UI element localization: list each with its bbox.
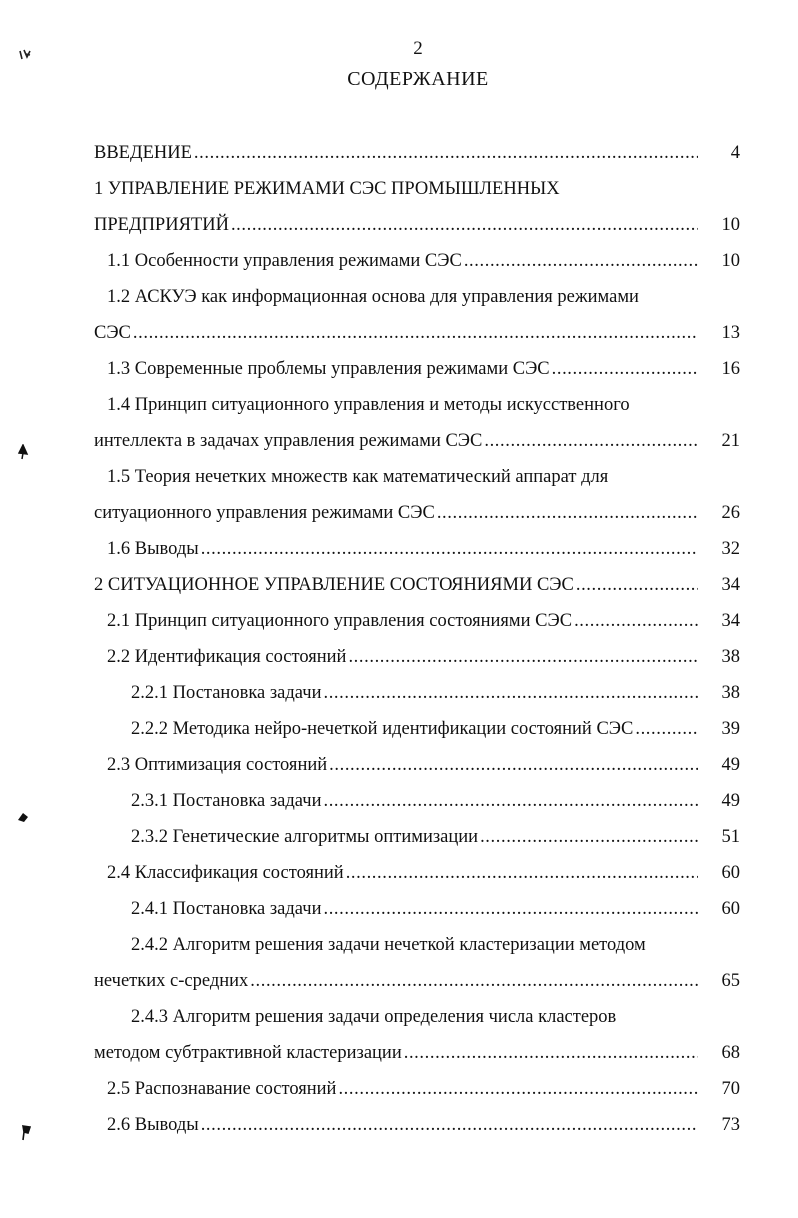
toc-entry-title: 2.4.3 Алгоритм решения задачи определения числа кластеров: [131, 1007, 617, 1027]
dot-leader: [201, 1111, 698, 1139]
dot-leader: [576, 571, 698, 599]
toc-entry-page: 4: [730, 143, 740, 163]
toc-entry-page: 70: [721, 1079, 740, 1099]
dot-leader: [323, 787, 698, 815]
toc-entry-title: ситуационного управления режимами СЭС: [94, 503, 435, 523]
toc-entry[interactable]: [94, 967, 740, 1003]
toc-entry-page: 10: [721, 215, 740, 235]
table-of-contents: [94, 139, 740, 1147]
scan-mark: [18, 48, 30, 62]
toc-entry[interactable]: [94, 823, 740, 859]
scan-mark: [20, 1124, 32, 1138]
dot-leader: [231, 211, 698, 239]
toc-entry[interactable]: [94, 175, 740, 211]
toc-entry[interactable]: [94, 1039, 740, 1075]
toc-entry[interactable]: [94, 715, 740, 751]
toc-entry-title: 2.2.1 Постановка задачи: [131, 683, 322, 703]
toc-entry-page: 38: [721, 647, 740, 667]
dot-leader: [484, 427, 698, 455]
toc-entry[interactable]: [94, 787, 740, 823]
toc-entry-page: 34: [721, 611, 740, 631]
toc-entry-title: 2.2.2 Методика нейро-нечеткой идентификации состояний СЭС: [131, 719, 634, 739]
toc-entry-title: 2.4.2 Алгоритм решения задачи нечеткой кластеризации методом: [131, 935, 646, 955]
toc-entry[interactable]: [94, 1075, 740, 1111]
toc-entry[interactable]: [94, 1003, 740, 1039]
dot-leader: [250, 967, 698, 995]
toc-entry-title: 2.3.1 Постановка задачи: [131, 791, 322, 811]
dot-leader: [437, 499, 698, 527]
toc-entry[interactable]: [94, 139, 740, 175]
toc-entry[interactable]: [94, 571, 740, 607]
toc-entry-title: 2.5 Распознавание состояний: [107, 1079, 337, 1099]
toc-entry[interactable]: [94, 463, 740, 499]
toc-entry-title: методом субтрактивной кластеризации: [94, 1043, 402, 1063]
toc-entry[interactable]: [94, 931, 740, 967]
toc-entry-title: 1.4 Принцип ситуационного управления и методы искусственного: [107, 395, 630, 415]
dot-leader: [323, 895, 698, 923]
dot-leader: [480, 823, 698, 851]
toc-entry[interactable]: [94, 859, 740, 895]
toc-entry-title: 1.6 Выводы: [107, 539, 199, 559]
toc-entry[interactable]: [94, 427, 740, 463]
toc-entry-page: 39: [721, 719, 740, 739]
toc-entry-title: 2 СИТУАЦИОННОЕ УПРАВЛЕНИЕ СОСТОЯНИЯМИ СЭС: [94, 575, 574, 595]
dot-leader: [338, 1075, 698, 1103]
toc-entry-title: 2.2 Идентификация состояний: [107, 647, 347, 667]
dot-leader: [329, 751, 698, 779]
toc-entry-title: 2.1 Принцип ситуационного управления состояниями СЭС: [107, 611, 573, 631]
toc-entry[interactable]: [94, 895, 740, 931]
toc-entry[interactable]: [94, 319, 740, 355]
toc-entry-page: 65: [721, 971, 740, 991]
toc-entry-page: 38: [721, 683, 740, 703]
toc-entry-title: 1.1 Особенности управления режимами СЭС: [107, 251, 462, 271]
toc-entry[interactable]: [94, 535, 740, 571]
toc-entry-page: 60: [721, 863, 740, 883]
dot-leader: [133, 319, 698, 347]
toc-entry-title: СЭС: [94, 323, 131, 343]
toc-entry-title: 1.3 Современные проблемы управления режимами СЭС: [107, 359, 550, 379]
toc-entry[interactable]: [94, 499, 740, 535]
toc-entry[interactable]: [94, 1111, 740, 1147]
dot-leader: [635, 715, 698, 743]
toc-entry-title: 2.4 Классификация состояний: [107, 863, 344, 883]
scan-mark: [17, 444, 29, 458]
toc-entry-page: 13: [721, 323, 740, 343]
toc-entry-title: 2.3.2 Генетические алгоритмы оптимизации: [131, 827, 479, 847]
toc-entry[interactable]: [94, 355, 740, 391]
toc-entry-page: 68: [721, 1043, 740, 1063]
toc-entry-page: 34: [721, 575, 740, 595]
toc-entry-title: 1.5 Теория нечетких множеств как математический аппарат для: [107, 467, 609, 487]
page-title: СОДЕРЖАНИЕ: [347, 68, 489, 90]
toc-entry-page: 73: [721, 1115, 740, 1135]
toc-entry[interactable]: [94, 607, 740, 643]
dot-leader: [323, 679, 698, 707]
dot-leader: [464, 247, 698, 275]
toc-entry[interactable]: [94, 211, 740, 247]
toc-entry-page: 49: [721, 791, 740, 811]
page-number: 2: [413, 38, 423, 59]
toc-entry-page: 32: [721, 539, 740, 559]
dot-leader: [404, 1039, 698, 1067]
dot-leader: [552, 355, 698, 383]
toc-entry-title: 2.3 Оптимизация состояний: [107, 755, 328, 775]
toc-entry-title: 1.2 АСКУЭ как информационная основа для управления режимами: [107, 287, 639, 307]
toc-entry-title: 1 УПРАВЛЕНИЕ РЕЖИМАМИ СЭС ПРОМЫШЛЕННЫХ: [94, 179, 560, 199]
toc-entry-page: 16: [721, 359, 740, 379]
dot-leader: [194, 139, 698, 167]
scan-mark: [16, 810, 28, 824]
toc-entry-page: 10: [721, 251, 740, 271]
toc-entry-page: 51: [721, 827, 740, 847]
toc-entry[interactable]: [94, 391, 740, 427]
toc-entry-page: 49: [721, 755, 740, 775]
toc-entry[interactable]: [94, 643, 740, 679]
toc-entry-title: ПРЕДПРИЯТИЙ: [94, 215, 229, 235]
toc-entry[interactable]: [94, 283, 740, 319]
toc-entry-title: 2.4.1 Постановка задачи: [131, 899, 322, 919]
toc-entry[interactable]: [94, 751, 740, 787]
toc-entry-page: 60: [721, 899, 740, 919]
toc-entry-page: 21: [721, 431, 740, 451]
dot-leader: [201, 535, 698, 563]
toc-entry-title: 2.6 Выводы: [107, 1115, 199, 1135]
toc-entry-page: 26: [721, 503, 740, 523]
dot-leader: [574, 607, 698, 635]
toc-entry-title: ВВЕДЕНИЕ: [94, 143, 192, 163]
toc-entry-title: интеллекта в задачах управления режимами СЭС: [94, 431, 483, 451]
dot-leader: [346, 859, 698, 887]
dot-leader: [348, 643, 698, 671]
toc-entry[interactable]: [94, 679, 740, 715]
toc-entry[interactable]: [94, 247, 740, 283]
toc-entry-title: нечетких с-средних: [94, 971, 249, 991]
